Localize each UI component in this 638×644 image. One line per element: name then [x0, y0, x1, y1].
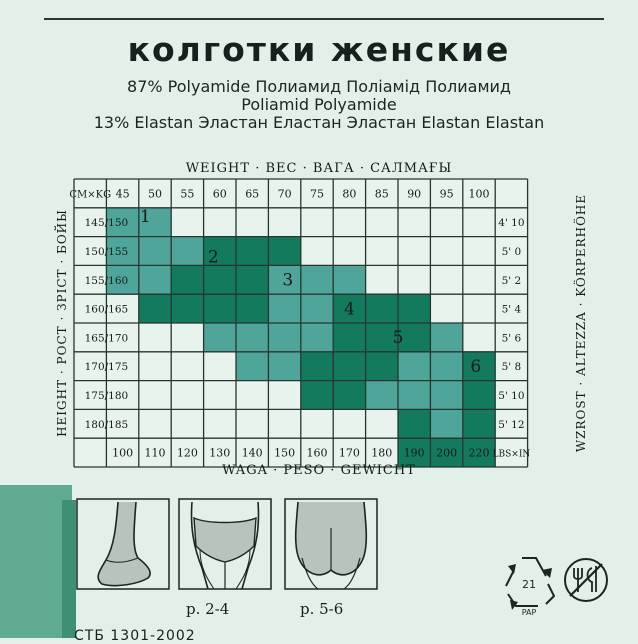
size-region-4-cell [301, 352, 333, 381]
size-region-5-cell [430, 352, 462, 381]
size-region-4-cell [333, 381, 365, 410]
weight-kg-header: 80 [342, 187, 357, 201]
size-region-5-cell [430, 381, 462, 410]
size-region-5-cell [398, 352, 430, 381]
size-region-4-cell [333, 352, 365, 381]
height-ft-label: 5' 2 [501, 274, 522, 287]
height-cm-label: 170/175 [84, 361, 129, 374]
corner-label: CM×KG [69, 189, 112, 201]
back-hips-pictogram [284, 498, 378, 590]
size-number-1: 1 [139, 207, 151, 228]
weight-lbs-label: 130 [209, 446, 231, 460]
weight-lbs-label: 120 [176, 446, 198, 460]
foot-pictogram [76, 498, 170, 590]
hips-front-icon [178, 498, 272, 590]
weight-kg-header: 45 [115, 187, 130, 201]
size-region-3-cell [301, 265, 333, 294]
weight-kg-header: 75 [310, 187, 324, 201]
size-region-3-cell [268, 294, 300, 323]
height-ft-label: 5' 10 [498, 390, 525, 402]
height-ft-label: 5' 4 [501, 303, 522, 316]
weight-axis-label: WEIGHT · ВЕС · ВАГА · САЛМАҒЫ [185, 161, 453, 176]
weight-kg-header: 85 [374, 187, 389, 201]
hips-back-icon [284, 498, 378, 590]
size-region-2-cell [236, 294, 268, 323]
size-region-3-cell [204, 323, 236, 352]
size-region-3-cell [236, 323, 268, 352]
size-number-4: 4 [343, 299, 355, 320]
size-region-1-cell [139, 237, 171, 266]
size-region-2-cell [171, 294, 203, 323]
recycling-symbol [498, 550, 560, 616]
size-region-3-cell [333, 265, 365, 294]
size-region-1-cell [171, 237, 203, 266]
size-range-label-2-4: р. 2-4 [186, 600, 230, 618]
product-title: колготки женские [127, 30, 511, 69]
recycle-material: PAP [521, 608, 537, 616]
recycle-code: 21 [522, 578, 536, 591]
decorative-green-panel-edge [62, 500, 76, 638]
weight-lbs-label: 150 [274, 446, 296, 460]
size-region-5-cell [366, 381, 398, 410]
weight-kg-header: 65 [245, 187, 260, 201]
size-number-2: 2 [207, 247, 219, 268]
size-region-6-cell [463, 381, 495, 410]
composition-line-1: 87% Polyamide Полиамид Поліамід Полиамид [127, 77, 511, 96]
size-region-1-cell [139, 265, 171, 294]
size-region-2-cell [236, 265, 268, 294]
height-cm-label: 160/165 [84, 303, 129, 316]
weight-kg-header: 95 [439, 187, 454, 201]
weight-lbs-label: 200 [436, 446, 458, 460]
height-cm-label: 165/170 [84, 332, 129, 345]
size-region-5-cell [398, 381, 430, 410]
foot-icon [76, 498, 170, 590]
standard-code: СТБ 1301-2002 [74, 628, 196, 644]
lbs-in-label: LBS×IN [492, 449, 531, 460]
size-region-2-cell [204, 265, 236, 294]
size-region-4-cell [398, 294, 430, 323]
size-number-6: 6 [470, 356, 482, 377]
recycle-icon [498, 550, 560, 616]
size-region-4-cell [301, 381, 333, 410]
composition-line-2: Poliamid Polyamide [241, 95, 397, 114]
size-region-3-cell [301, 294, 333, 323]
height-ft-label: 4' 10 [498, 217, 525, 230]
no-food-contact-icon [562, 556, 610, 604]
height-cm-label: 175/180 [84, 390, 129, 402]
weight-kg-header: 50 [148, 187, 162, 201]
size-number-3: 3 [282, 270, 294, 291]
size-region-4-cell [366, 352, 398, 381]
weight-lbs-label: 160 [306, 446, 328, 460]
weight-lbs-label: 190 [403, 446, 425, 460]
height-cm-label: 180/185 [84, 418, 129, 431]
weight-lbs-label: 110 [144, 446, 166, 460]
front-hips-pictogram [178, 498, 272, 590]
height-cm-label: 155/160 [84, 274, 129, 287]
weight-kg-header: 90 [407, 187, 422, 201]
height-ft-label: 5' 12 [498, 418, 525, 431]
size-number-5: 5 [392, 328, 404, 349]
size-region-2-cell [139, 294, 171, 323]
weight-lbs-label: 100 [112, 446, 134, 460]
size-region-3-cell [268, 352, 300, 381]
size-region-2-cell [204, 294, 236, 323]
size-region-4-cell [366, 294, 398, 323]
weight-lbs-label: 170 [338, 446, 360, 460]
not-for-food-symbol [562, 556, 610, 604]
size-region-4-cell [333, 323, 365, 352]
height-axis-label: HEIGHT · РОСТ · ЗРІСТ · БОЙЫ [55, 209, 69, 437]
size-region-3-cell [236, 352, 268, 381]
height-cm-label: 145/150 [84, 217, 129, 230]
height-ft-label: 5' 0 [501, 246, 522, 258]
height-cm-label: 150/155 [84, 246, 129, 258]
size-region-6-cell [463, 409, 495, 438]
composition-line-3: 13% Elastan Эластан Еластан Эластан Elastan Elastan [93, 113, 545, 132]
size-region-3-cell [268, 323, 300, 352]
weight-kg-header: 100 [468, 187, 490, 201]
weight-lbs-label: 220 [468, 446, 490, 460]
size-range-label-5-6: р. 5-6 [300, 600, 344, 618]
weight-kg-header: 60 [212, 187, 227, 201]
size-region-5-cell [430, 323, 462, 352]
height-axis-label-right: WZROST · ALTEZZA · KÖRPERHÖHE [574, 193, 588, 453]
size-region-3-cell [301, 323, 333, 352]
height-ft-label: 5' 6 [501, 332, 522, 345]
size-region-6-cell [398, 409, 430, 438]
size-region-2-cell [236, 237, 268, 266]
height-ft-label: 5' 8 [501, 361, 522, 374]
size-region-2-cell [171, 265, 203, 294]
weight-kg-header: 70 [277, 187, 292, 201]
size-region-5-cell [430, 409, 462, 438]
weight-bottom-axis-label: WAGA · PESO · GEWICHT [222, 463, 416, 478]
weight-kg-header: 55 [180, 187, 195, 201]
size-region-2-cell [268, 237, 300, 266]
weight-lbs-label: 180 [371, 446, 393, 460]
weight-lbs-label: 140 [241, 446, 263, 460]
